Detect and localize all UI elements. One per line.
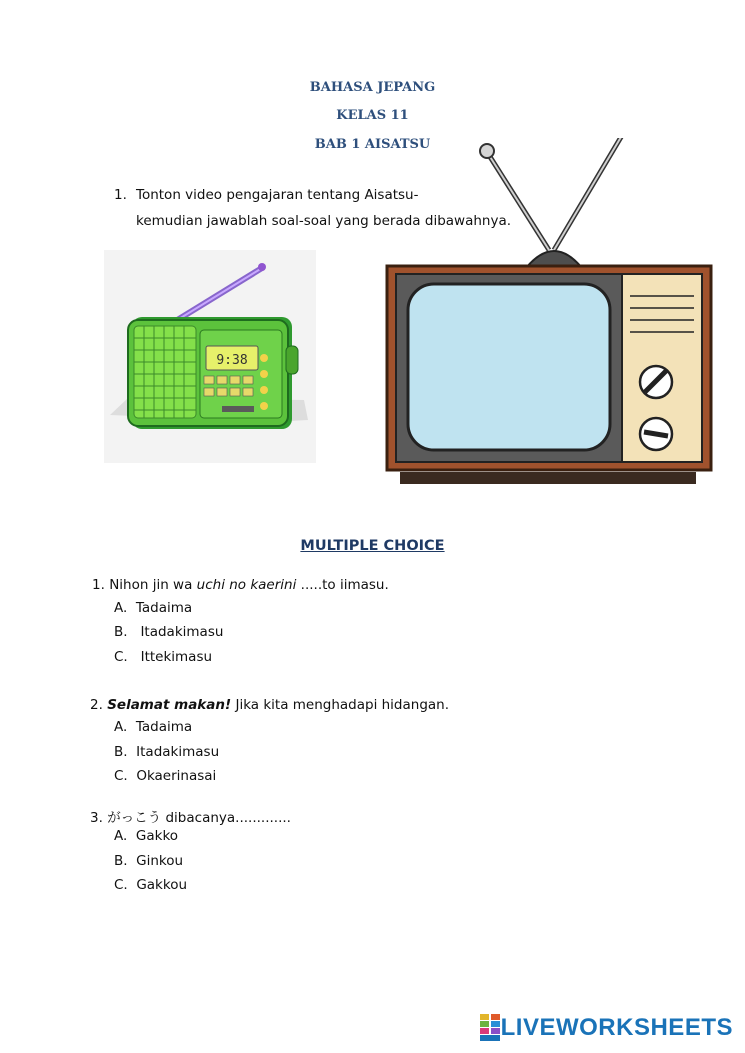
question-number: 1.: [92, 577, 105, 593]
brand-name: LIVEWORKSHEETS: [500, 1014, 733, 1041]
option-text: Ginkou: [136, 853, 184, 869]
instruction-number: 1.: [114, 187, 127, 203]
option-text: Okaerinasai: [136, 768, 217, 784]
question-3: [90, 806, 291, 826]
option-text: Tadaima: [135, 600, 193, 616]
option-text: Tadaima: [135, 719, 193, 735]
option-2c[interactable]: [114, 768, 216, 784]
question-text: .....to iimasu.: [296, 577, 389, 593]
radio-display: 9:38: [216, 353, 248, 368]
option-3c[interactable]: [114, 877, 187, 893]
tv-illustration: [384, 138, 714, 488]
header-chapter: BAB 1 AISATSU: [314, 137, 431, 152]
liveworksheets-brand[interactable]: [480, 1013, 733, 1043]
instruction-line-2: kemudian jawablah soal-soal yang berada dibawahnya.: [136, 213, 512, 229]
radio-image: [104, 250, 316, 463]
option-3a[interactable]: [114, 828, 178, 844]
option-2b[interactable]: [114, 744, 219, 760]
option-letter: A.: [114, 719, 128, 735]
question-text: Jika kita menghadapi hidangan.: [231, 697, 450, 713]
option-3b[interactable]: [114, 853, 183, 869]
option-1c[interactable]: [114, 649, 212, 665]
question-number: 2.: [90, 697, 103, 713]
option-letter: C.: [114, 649, 128, 665]
header-title: BAHASA JEPANG: [309, 80, 436, 95]
option-1b[interactable]: [114, 624, 223, 640]
liveworksheets-logo-icon: [480, 1014, 500, 1042]
option-1a[interactable]: [114, 600, 192, 616]
question-text: dibacanya.............: [161, 810, 291, 826]
radio-illustration: [104, 250, 316, 463]
option-text: Gakkou: [136, 877, 188, 893]
option-letter: C.: [114, 877, 128, 893]
question-text-italic: uchi no kaerini: [196, 577, 297, 593]
question-1: [92, 577, 389, 593]
question-text: Nihon jin wa: [109, 577, 197, 593]
question-2: [90, 697, 449, 713]
header-class: KELAS 11: [336, 108, 409, 123]
section-heading: MULTIPLE CHOICE: [300, 538, 445, 554]
option-text: Ittekimasu: [140, 649, 213, 665]
option-letter: A.: [114, 600, 128, 616]
option-letter: B.: [114, 624, 128, 640]
question-text-kana: がっこう: [107, 810, 162, 826]
question-text-emphasis: Selamat makan!: [107, 697, 232, 713]
option-text: Gakko: [135, 828, 179, 844]
option-letter: B.: [114, 744, 128, 760]
option-letter: B.: [114, 853, 128, 869]
option-text: Itadakimasu: [140, 624, 224, 640]
instruction-line-1: Tonton video pengajaran tentang Aisatsu-: [136, 187, 419, 203]
tv-image: [384, 138, 714, 488]
option-text: Itadakimasu: [136, 744, 220, 760]
question-number: 3.: [90, 810, 103, 826]
option-letter: A.: [114, 828, 128, 844]
option-letter: C.: [114, 768, 128, 784]
option-2a[interactable]: [114, 719, 192, 735]
